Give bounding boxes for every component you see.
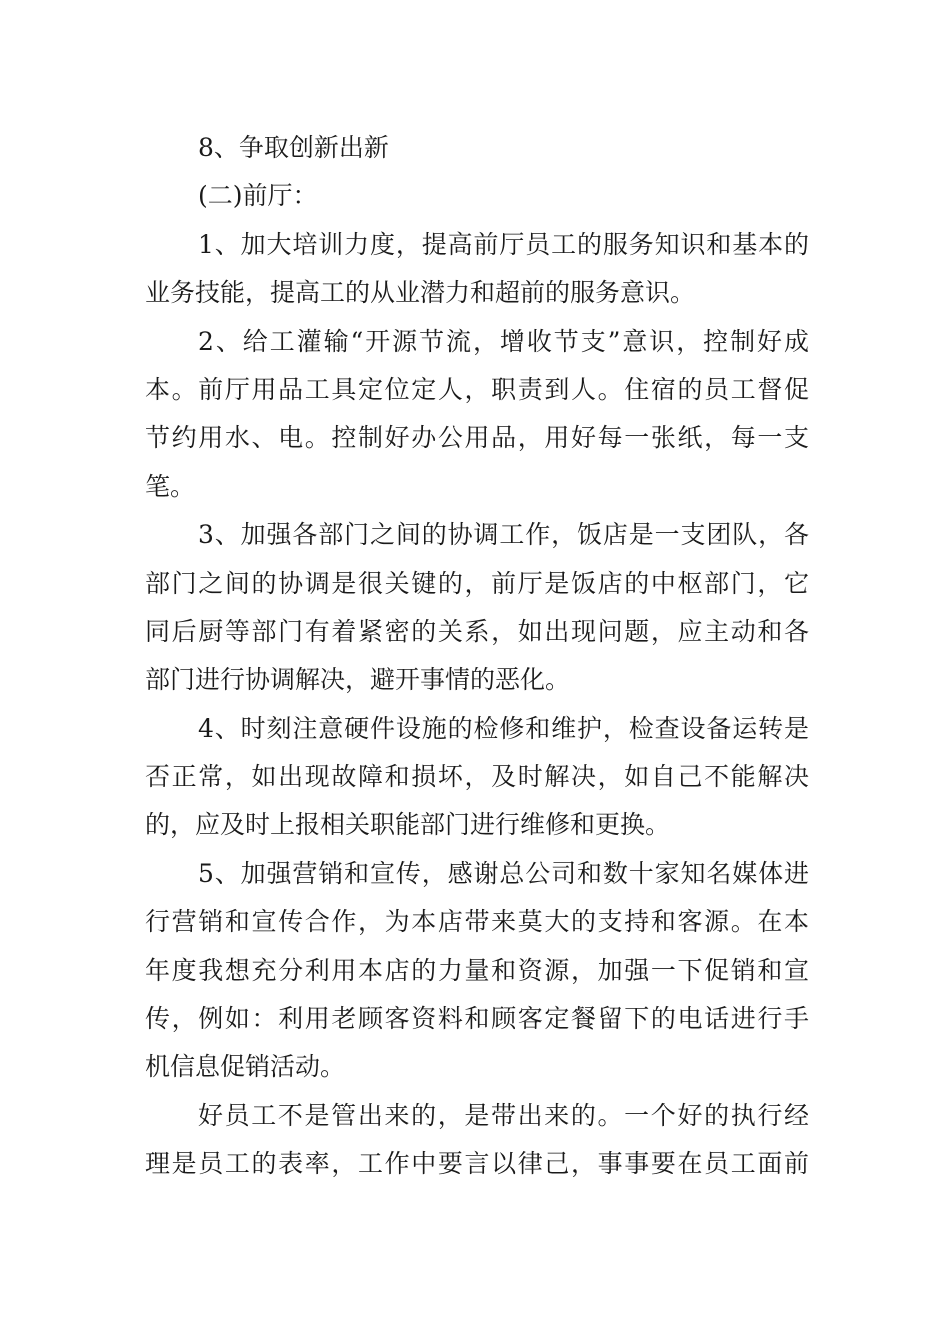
text-line: 1、加大培训力度，提高前厅员工的服务知识和基本的	[198, 229, 809, 259]
text-line: 的，应及时上报相关职能部门进行维修和更换。	[145, 810, 671, 840]
text-line: 节约用水、电。控制好办公用品，用好每一张纸，每一支	[145, 423, 809, 453]
text-line: 传，例如：利用老顾客资料和顾客定餐留下的电话进行手	[145, 1004, 809, 1034]
text-line: 好员工不是管出来的，是带出来的。一个好的执行经	[198, 1100, 809, 1130]
text-line: 部门进行协调解决，避开事情的恶化。	[145, 665, 571, 695]
text-line: 2、给工灌输“开源节流，增收节支”意识，控制好成	[198, 326, 809, 356]
text-line: 本。前厅用品工具定位定人，职责到人。住宿的员工督促	[145, 374, 809, 404]
text-line: 业务技能，提高工的从业潜力和超前的服务意识。	[145, 278, 696, 308]
text-line: 8、争取创新出新	[198, 133, 389, 162]
text-line: 笔。	[145, 471, 196, 501]
text-line: 机信息促销活动。	[145, 1052, 346, 1082]
text-line: 部门之间的协调是很关键的，前厅是饭店的中枢部门，它	[145, 568, 809, 598]
text-line: (二)前厅：	[198, 181, 318, 211]
text-line: 同后厨等部门有着紧密的关系，如出现问题，应主动和各	[145, 616, 809, 646]
text-line: 4、时刻注意硬件设施的检修和维护，检查设备运转是	[198, 713, 809, 743]
text-line: 理是员工的表率，工作中要言以律己，事事要在员工面前	[145, 1149, 809, 1179]
text-line: 行营销和宣传合作，为本店带来莫大的支持和客源。在本	[145, 907, 809, 937]
text-line: 5、加强营销和宣传，感谢总公司和数十家知名媒体进	[198, 858, 809, 888]
text-line: 否正常，如出现故障和损坏，及时解决，如自己不能解决	[145, 762, 809, 792]
document-body	[145, 124, 809, 1189]
text-line: 年度我想充分利用本店的力量和资源，加强一下促销和宣	[145, 955, 809, 985]
text-line: 3、加强各部门之间的协调工作，饭店是一支团队，各	[198, 520, 809, 550]
